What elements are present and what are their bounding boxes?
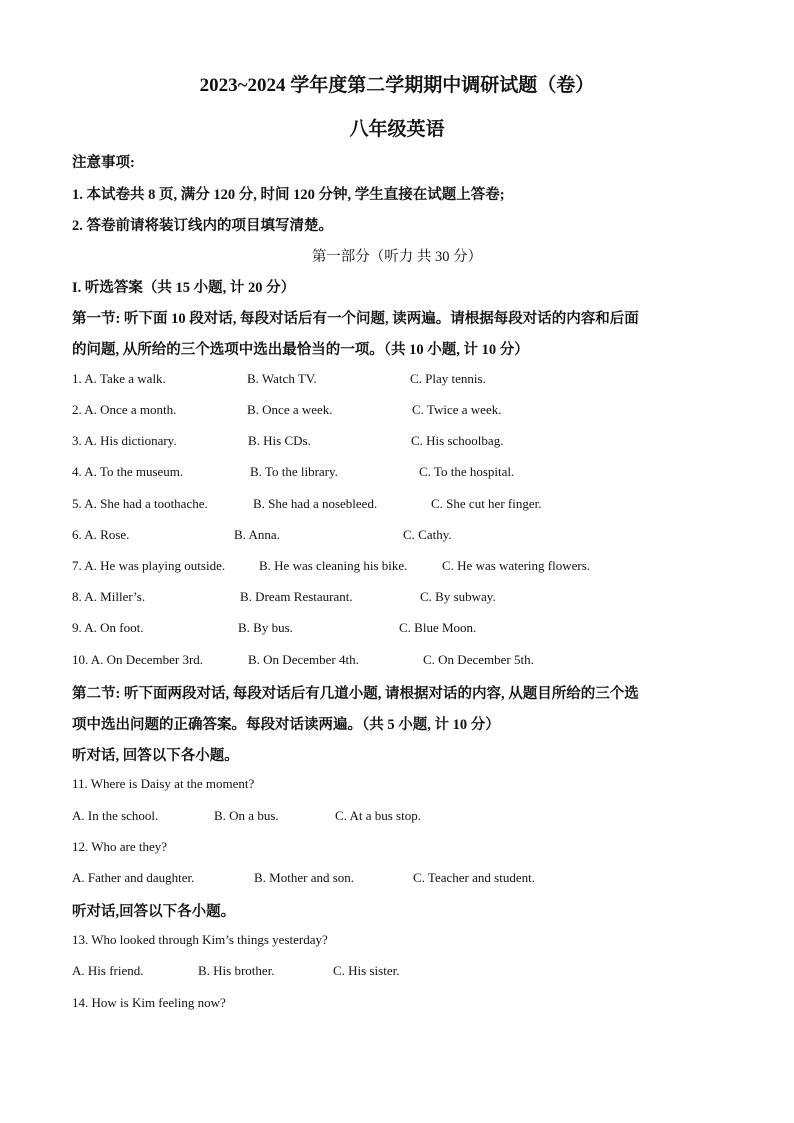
option-b: B. On December 4th.	[248, 652, 359, 667]
question-stem: 12. Who are they?	[72, 839, 168, 854]
option-a: 9. A. On foot.	[72, 620, 144, 635]
option-b: B. On a bus.	[214, 808, 279, 823]
option-a: 10. A. On December 3rd.	[72, 652, 204, 667]
option-a: A. In the school.	[72, 808, 159, 823]
option-c: C. Twice a week.	[412, 402, 502, 417]
option-a: 7. A. He was playing outside.	[72, 558, 226, 573]
notes-item: 2. 答卷前请将装订线内的项目填写清楚。	[72, 218, 333, 234]
option-a: 6. A. Rose.	[72, 527, 130, 542]
option-c: C. At a bus stop.	[335, 808, 421, 823]
part-title: 第一部分（听力 共 30 分）	[311, 249, 483, 265]
section-instruction: 第一节: 听下面 10 段对话, 每段对话后有一个问题, 读两遍。请根据每段对话的内容和后面	[72, 311, 639, 327]
option-c: C. Blue Moon.	[399, 620, 477, 635]
option-b: B. By bus.	[238, 620, 293, 635]
option-a: 8. A. Miller’s.	[72, 589, 146, 604]
option-a: 1. A. Take a walk.	[72, 371, 166, 386]
option-c: C. By subway.	[420, 589, 496, 604]
notes-item: 1. 本试卷共 8 页, 满分 120 分, 时间 120 分钟, 学生直接在试题上答卷;	[72, 187, 505, 203]
dialog-heading: 听对话, 回答以下各小题。	[72, 748, 239, 764]
option-b: B. Anna.	[234, 527, 280, 542]
option-b: B. To the library.	[250, 464, 338, 479]
option-a: 5. A. She had a toothache.	[72, 496, 208, 511]
option-c: C. Cathy.	[403, 527, 452, 542]
option-a: 4. A. To the museum.	[72, 464, 184, 479]
exam-subtitle: 八年级英语	[349, 119, 445, 140]
section-instruction: 的问题, 从所给的三个选项中选出最恰当的一项。（共 10 小题, 计 10 分）	[72, 342, 529, 358]
option-b: B. Dream Restaurant.	[240, 589, 353, 604]
option-c: C. His sister.	[333, 963, 400, 978]
option-c: C. Play tennis.	[410, 371, 486, 386]
option-b: B. Once a week.	[247, 402, 333, 417]
option-b: B. His CDs.	[248, 433, 311, 448]
option-b: B. He was cleaning his bike.	[259, 558, 408, 573]
option-c: C. His schoolbag.	[411, 433, 504, 448]
option-b: B. His brother.	[198, 963, 275, 978]
option-a: 3. A. His dictionary.	[72, 433, 177, 448]
notes-heading: 注意事项:	[72, 155, 135, 171]
option-b: B. She had a nosebleed.	[253, 496, 378, 511]
option-c: C. She cut her finger.	[431, 496, 542, 511]
option-b: B. Mother and son.	[254, 870, 355, 885]
option-c: C. He was watering flowers.	[442, 558, 591, 573]
question-stem: 13. Who looked through Kim’s things yesterday?	[72, 932, 328, 947]
section-instruction: 项中选出问题的正确答案。每段对话读两遍。（共 5 小题, 计 10 分）	[72, 717, 500, 733]
option-a: 2. A. Once a month.	[72, 402, 177, 417]
dialog-heading: 听对话,回答以下各小题。	[72, 904, 236, 920]
option-a: A. Father and daughter.	[72, 870, 195, 885]
option-c: C. Teacher and student.	[413, 870, 535, 885]
section-heading: I. 听选答案（共 15 小题, 计 20 分）	[72, 280, 296, 296]
option-a: A. His friend.	[72, 963, 144, 978]
question-stem: 11. Where is Daisy at the moment?	[72, 776, 255, 791]
section-instruction: 第二节: 听下面两段对话, 每段对话后有几道小题, 请根据对话的内容, 从题目所给的三个选	[72, 686, 639, 702]
question-stem: 14. How is Kim feeling now?	[72, 995, 226, 1010]
option-c: C. To the hospital.	[419, 464, 515, 479]
option-c: C. On December 5th.	[423, 652, 534, 667]
exam-title: 2023~2024 学年度第二学期期中调研试题（卷）	[199, 75, 595, 96]
option-b: B. Watch TV.	[247, 371, 317, 386]
